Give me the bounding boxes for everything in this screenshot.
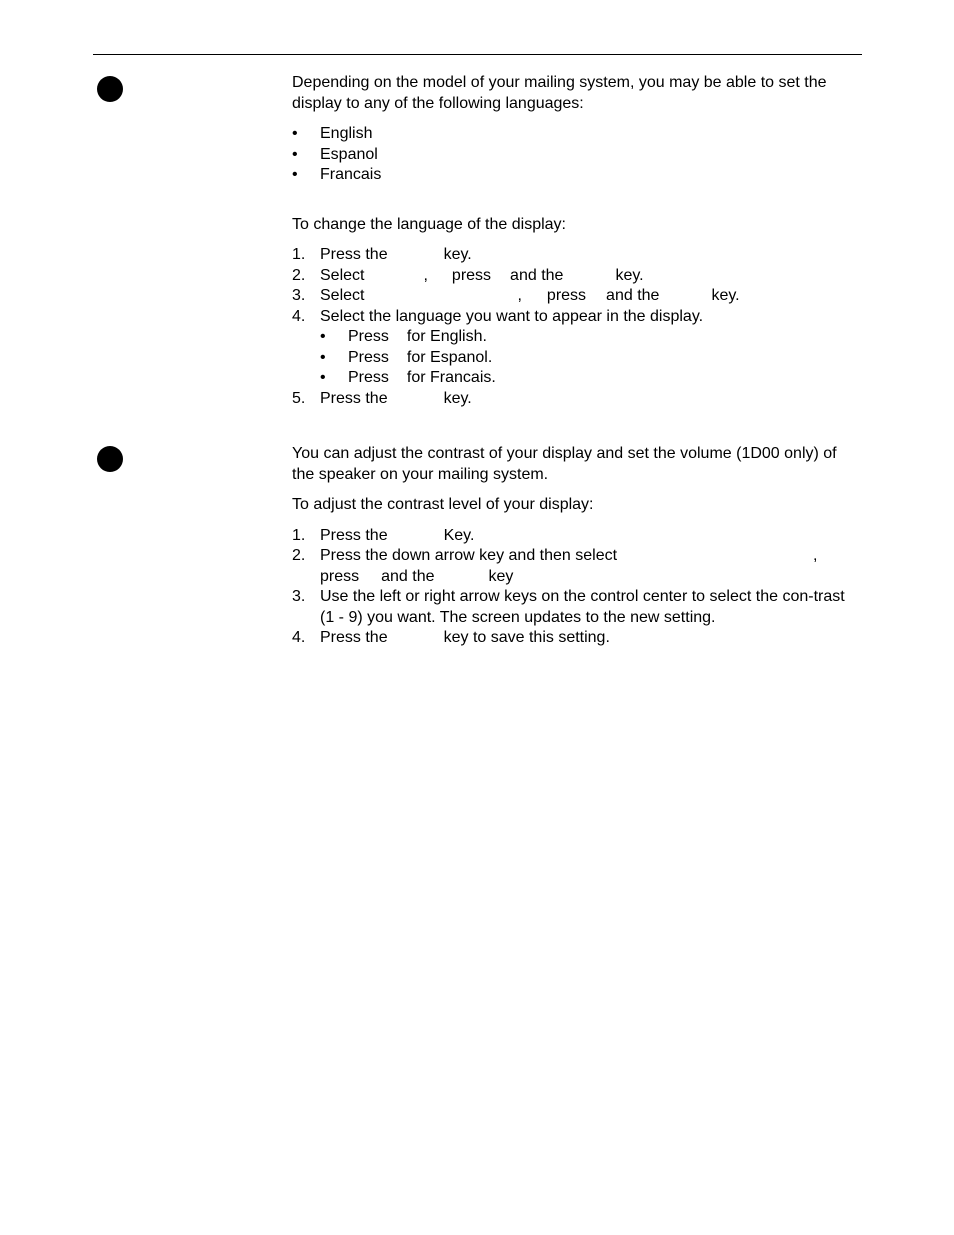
step-item: 5. Press the key. [292, 389, 472, 407]
top-rule [93, 54, 862, 55]
step-item: 1. Press the Key. [292, 526, 475, 544]
step-item: 4. Press the key to save this setting. [292, 629, 610, 646]
step-item: 2. Select , press and the key. [292, 266, 644, 284]
step-item: 1. Press the key. [292, 246, 472, 263]
language-list [292, 124, 858, 186]
sub-step-item: • Press for Espanol. [320, 348, 493, 366]
contrast-steps [292, 526, 858, 649]
list-item: • Espanol [292, 145, 378, 163]
list-item: • Francais [292, 166, 382, 183]
step-item: 4. Select the language you want to appear in the display. [292, 307, 704, 325]
sub-step-item: • Press for Francais. [320, 369, 496, 386]
step-item: 3. Use the left or right arrow keys on the control center to select the con-trast (1 - 9) you want. The screen updates to the new setting. [292, 588, 845, 626]
step-item: 2. Press the down arrow key and then select , press and the key [292, 547, 818, 585]
change-language-intro: To change the language of the display: [292, 215, 566, 233]
language-section [292, 73, 858, 409]
adjust-contrast-intro: To adjust the contrast level of your display: [292, 496, 594, 513]
section-bullet-icon [97, 76, 123, 102]
contrast-section [292, 444, 858, 649]
list-item: • English [292, 125, 373, 142]
language-steps [292, 245, 858, 409]
language-intro: Depending on the model of your mailing system, you may be able to set the display to any of the following languages: [292, 74, 827, 112]
section-bullet-icon [97, 446, 123, 472]
sub-step-item: • Press for English. [320, 328, 487, 345]
step-item: 3. Select , press and the key. [292, 287, 740, 304]
contrast-intro: You can adjust the contrast of your display and set the volume (1D00 only) of the speaker on your mailing system. [292, 445, 837, 483]
